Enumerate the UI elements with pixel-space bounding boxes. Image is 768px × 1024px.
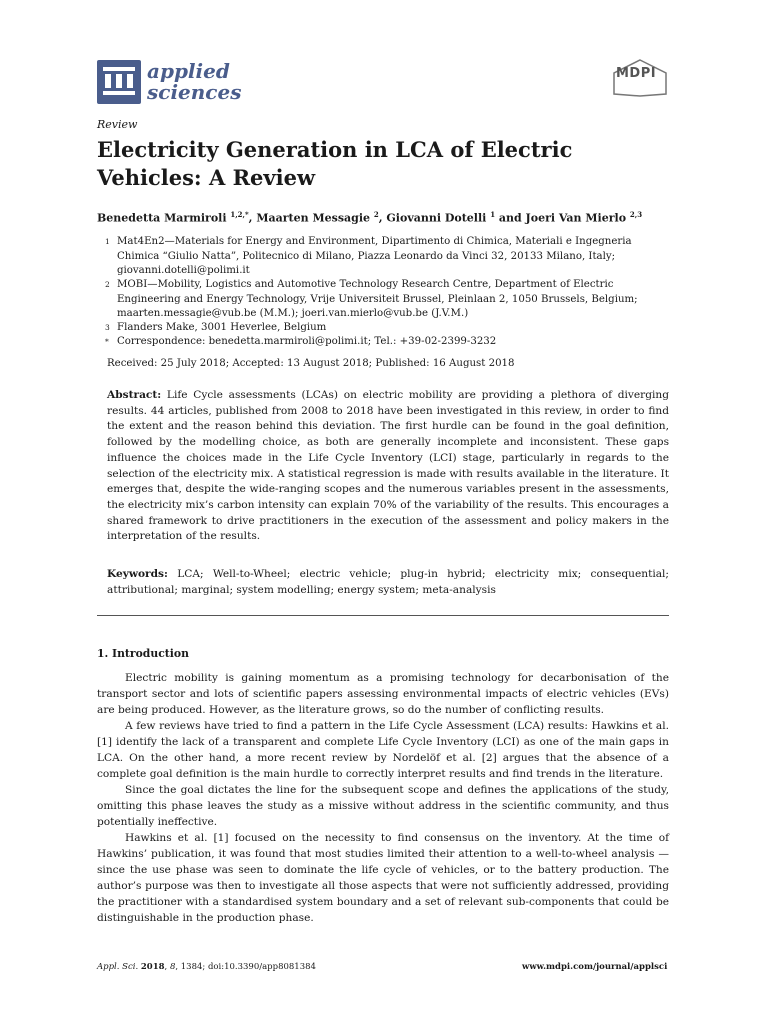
footer-journal: Appl. Sci. [97, 962, 139, 972]
abstract-text: Life Cycle assessments (LCAs) on electric mobility are providing a plethora of diverging results. 44 articles, published from 2008 to 2018 have been investigated in this review, in order to find the extent and the reason behind this deviation. The first hurdle can be found in the goal definition, followed by the modelling choice, as both are generally incomplete and inconsistent. These gaps influence the choices made in the Life Cycle Inventory (LCI) stage, particularly in regards to the selection of the electricity mix. A statistical regression is made with results available in the literature. It emerges that, despite the wide-ranging scopes and the numerous variables present in the assessments, the electricity mix’s carbon intensity can explain 70% of the variability of the results. This encourages a shared framework to drive practitioners in the execution of the assessment and policy makers in the interpretation of the results. [107, 389, 669, 543]
paragraph: Electric mobility is gaining momentum as a promising technology for decarbonisation of the transport sector and lots of scientific papers assessing environmental impacts of electric vehicles (EVs) are being produced. However, as the literature grows, so do the number of conflicting results. [97, 672, 669, 716]
keywords [107, 567, 669, 598]
author-affiliation-marker: 1,2,* [230, 210, 249, 219]
journal-url-link[interactable]: www.mdpi.com/journal/applsci [522, 962, 668, 972]
paragraph: Since the goal dictates the line for the subsequent scope and defines the applications of the study, omitting this phase leaves the study as a missive without address in the scientific community, and thus potentially ineffective. [97, 784, 669, 828]
footer-year: 2018 [140, 962, 165, 972]
divider [97, 615, 669, 616]
publisher-name: MDPI [616, 66, 657, 81]
section-heading: 1. Introduction [97, 647, 189, 660]
paragraph: A few reviews have tried to find a pattern in the Life Cycle Assessment (LCA) results: Hawkins et al. [1] identify the lack of a transparent and complete Life Cycle Inventory (LCI) as one of the main gaps in LCA. On the other hand, a more recent review by Nordelöf et al. [2] argues that the absence of a complete goal definition is the main hurdle to correctly interpret results and find trends in the literature. [97, 720, 669, 780]
author-list: Benedetta Marmiroli $^{1,2,*}$, Maarten Messagie $^2$, Giovanni Dotelli $^1$ and Joeri Van Mierlo $^{2,3}$ [97, 210, 643, 225]
journal-logo [97, 60, 241, 104]
keywords-text: LCA; Well-to-Wheel; electric vehicle; plug-in hybrid; electricity mix; consequential; attributional; marginal; system modelling; energy system; meta-analysis [107, 568, 669, 596]
citation-footer: Appl. Sci. 2018, 8, 1384; doi:10.3390/app8081384 [97, 962, 316, 972]
author-affiliation-marker: 1 [490, 210, 496, 219]
keywords-label: Keywords: [107, 568, 168, 580]
journal-emblem-icon [97, 60, 141, 104]
author-name: Joeri Van Mierlo [525, 211, 627, 225]
author-name: Benedetta Marmiroli [97, 211, 227, 225]
footer-doi: , 1384; doi:10.3390/app8081384 [175, 962, 316, 972]
journal-name-line2: sciences [147, 80, 242, 104]
abstract [107, 388, 669, 545]
author-name: Giovanni Dotelli [386, 211, 487, 225]
publication-dates: Received: 25 July 2018; Accepted: 13 August 2018; Published: 16 August 2018 [107, 358, 515, 369]
abstract-label: Abstract: [107, 389, 162, 401]
journal-name-line1: applied [147, 59, 230, 83]
author-affiliation-marker: 2 [373, 210, 379, 219]
article-title: Electricity Generation in LCA of Electric Vehicles: A Review [97, 137, 573, 190]
section-body [97, 670, 669, 926]
footer-volume: 8 [169, 962, 176, 972]
paper-page: applied sciences MDPI Review Electricity Generation in LCA of Electric Vehicles: A Review Benedetta Marmiroli $^{1,2,*}$, Maarten Messagie $^2$, Giovanni Dotelli $^1$ and Joeri Van Mierlo $^{2,3}$ 1 Mat4En2—Materials for Energy and Environment, Dipartimento di Chimica, Materiali e Ingegneria Chimica “Giulio Natta”, Politecnico di Milano, Piazza Leonardo da Vinci 32, 20133 Milano, Italy; giovanni.dotelli@polimi.it 2 MOBI—Mobility, Logistics and Automotive Technology Research Centre, Department of Electric Engineering and Energy Technology, Vrije Universiteit Brussel, Pleinlaan 2, 1050 Brussels, Belgium; maarten.messagie@vub.be (M.M.); joeri.van.mierlo@vub.be (J.V.M.) 3 Flanders Make, 3001 Heverlee, Belgium * Correspondence: benedetta.marmiroli@polimi.it; Tel.: +39-02-2399-3232 Received: 25 July 2018; Accepted: 13 August 2018; Published: 16 August 2018 Abstract: Life Cycle assessments (LCAs) on electric mobility are providing a plethora of diverging results. 44 articles, published from 2008 to 2018 have been investigated in this review, in order to find the extent and the reason behind this deviation. The first hurdle can be found in the goal definition, followed by the modelling choice, as both are generally incomplete and inconsistent. These gaps influence the choices made in the Life Cycle Inventory (LCI) stage, particularly in regards to the selection of the electricity mix. A statistical regression is made with results available in the literature. It emerges that, despite the wide-ranging scopes and the numerous variables present in the assessments, the electricity mix’s carbon intensity can explain 70% of the variability of the results. This encourages a shared framework to drive practitioners in the execution of the assessment and policy makers in the interpretation of the results. Keywords: LCA; Well-to-Wheel; electric vehicle; plug-in hybrid; electricity mix; consequential; attributional; marginal; system modelling; energy system; meta-analysis 1. Introduction Electric mobility is gaining momentum as a promising technology for decarbonisation of the transport sector and lots of scientific papers assessing environmental impacts of electric vehicles (EVs) are being produced. However, as the literature grows, so do the number of conflicting results. A few reviews have tried to find a pattern in the Life Cycle Assessment (LCA) results: Hawkins et al. [1] identify the lack of a transparent and complete Life Cycle Inventory (LCI) as one of the main gaps in LCA. On the other hand, a more recent review by Nordelöf et al. [2] argues that the absence of a complete goal definition is the main hurdle to correctly interpret results and find trends in the literature. Since the goal dictates the line for the subsequent scope and defines the applications of the study, omitting this phase leaves the study as a missive without address in the scientific community, and thus potentially ineffective. Hawkins et al. [1] focused on the necessity to find consensus on the inventory. At the time of Hawkins’ publication, it was found that most studies limited their attention to a well-to-wheel analysis — since the use phase was seen to dominate the life cycle of vehicles, or to the battery production. The author’s purpose was then to investigate all those aspects that were not sufficiently addressed, providing the practitioner with a standardised system boundary and a set of relevant sub-components that could be distinguishable in the production phase. Appl. Sci. 2018, 8, 1384; doi:10.3390/app8081384 www.mdpi.com/journal/applsci [0, 0, 768, 1024]
author-name: Maarten Messagie [256, 211, 371, 225]
author-affiliation-marker: 2,3 [629, 210, 643, 219]
article-type: Review [97, 118, 138, 131]
paragraph: Hawkins et al. [1] focused on the necessity to find consensus on the inventory. At the time of Hawkins’ publication, it was found that most studies limited their attention to a well-to-wheel analysis — since the use phase was seen to dominate the life cycle of vehicles, or to the battery production. The author’s purpose was then to investigate all those aspects that were not sufficiently addressed, providing the practitioner with a standardised system boundary and a set of relevant sub-components that could be distinguishable in the production phase. [97, 832, 669, 924]
